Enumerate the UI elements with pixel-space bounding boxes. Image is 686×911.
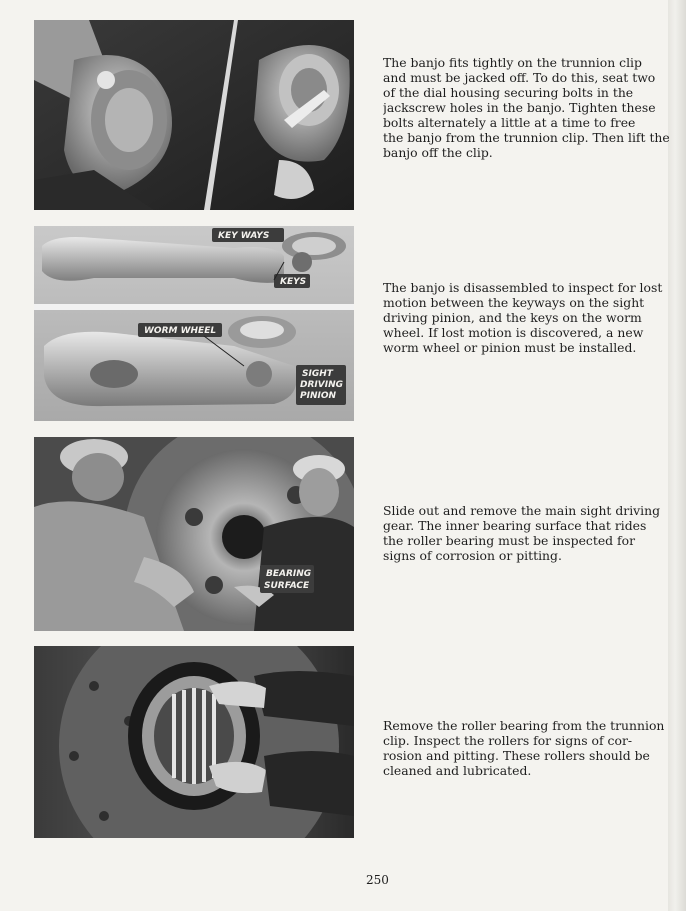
label-sight: SIGHT — [302, 369, 333, 379]
photo-gear-removal — [34, 437, 354, 631]
label-pinion: PINION — [300, 391, 337, 401]
label-bearing: BEARING — [266, 569, 312, 579]
label-driving: DRIVING — [300, 380, 343, 390]
label-key-ways: KEY WAYS — [218, 231, 270, 241]
caption-roller-bearing: Remove the roller bearing from the trunnion clip. Inspect the rollers for signs of cor- rosion and pitting. These rollers should be cleaned and lubricated. — [383, 718, 665, 778]
label-surface: SURFACE — [264, 581, 310, 591]
photo-roller-bearing — [34, 646, 354, 838]
caption-banjo-disassembly: The banjo is disassembled to inspect for lost motion between the keyways on the sight driving pinion, and the keys on the worm wheel. If lost motion is discovered, a new worm wheel or pinion must be installed. — [383, 280, 663, 355]
photo-banjo-disassembled — [34, 226, 354, 421]
label-worm-wheel: WORM WHEEL — [144, 326, 217, 336]
photo-banjo-jacking — [34, 20, 354, 210]
page-number: 250 — [366, 873, 389, 887]
caption-banjo-jacking: The banjo fits tightly on the trunnion clip and must be jacked off. To do this, seat two of the dial housing securing bolts in the jackscrew holes in the banjo. Tighten these bolts alternately a little at a time to free the banjo from the trunnion clip. Then lift the banjo off the clip. — [383, 55, 670, 160]
caption-gear-removal: Slide out and remove the main sight driving gear. The inner bearing surface that rides the roller bearing must be inspected for signs of corrosion or pitting. — [383, 503, 661, 563]
label-keys: KEYS — [280, 277, 307, 287]
